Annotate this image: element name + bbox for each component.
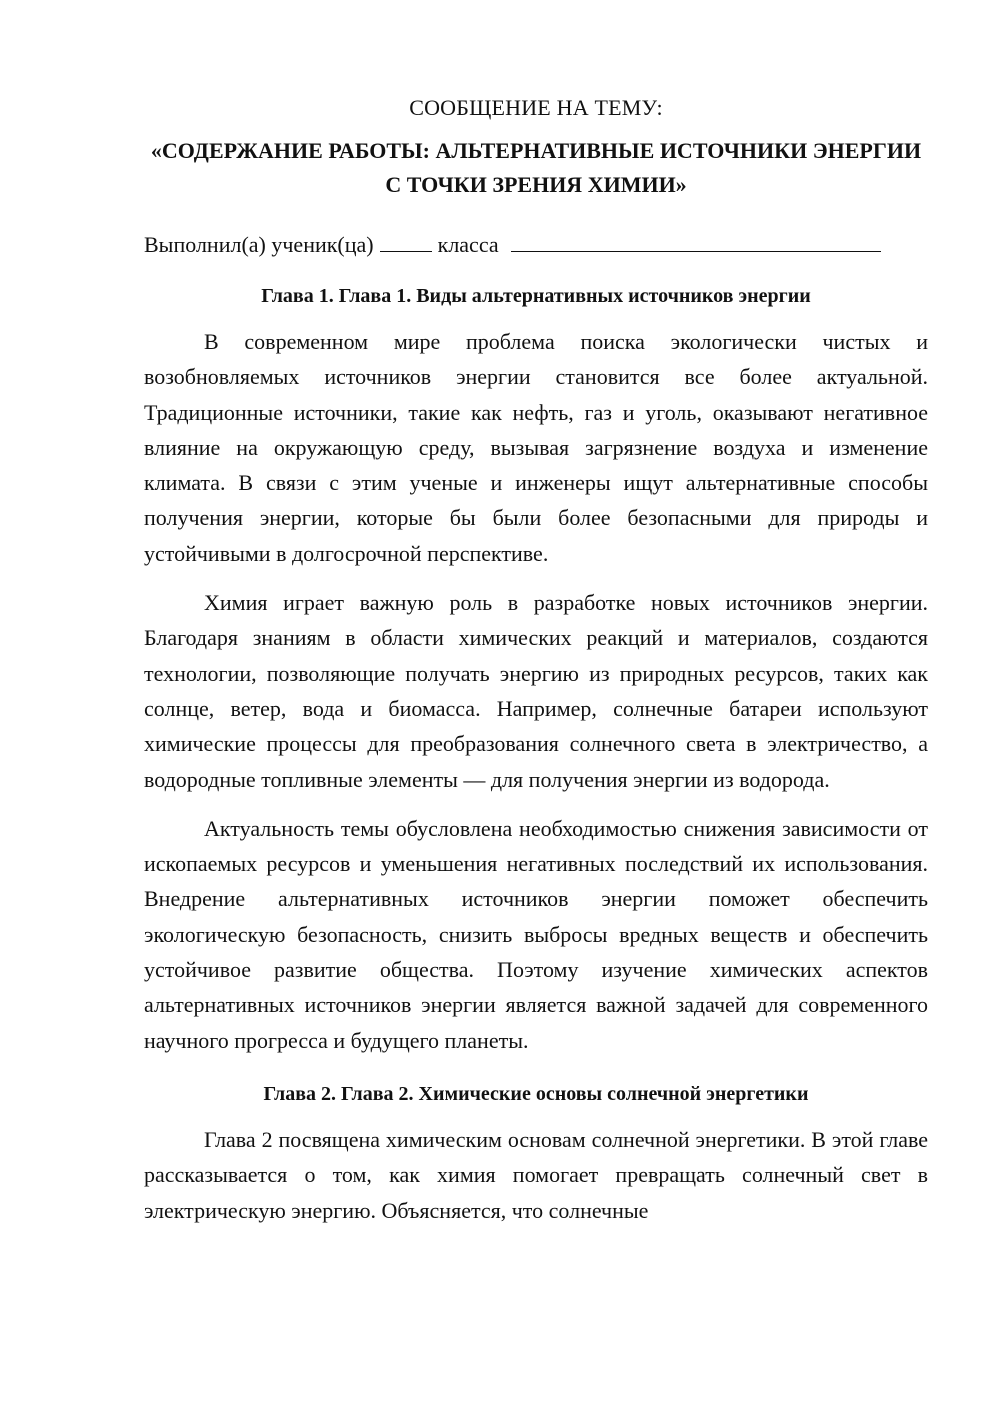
paragraph: Химия играет важную роль в разработке новых источников энергии. Благодаря знаниям в области химических реакций и материалов, создаются технологии, позволяющие получать энергию из природных ресурсов, таких как солнце, ветер, вода и биомасса. Например, солнечные батареи используют химические процессы для преобразования солнечного света в электричество, а водородные топливные элементы — для получения энергии из водорода. [144,590,928,792]
class-label: класса [437,232,499,257]
chapter-heading: Глава 2. Глава 2. Химические основы солнечной энергетики [263,1082,809,1105]
name-blank [511,231,881,252]
chapter-1 [144,282,928,1058]
author-line [144,230,928,260]
document-page [144,92,928,1242]
grade-blank [380,231,432,252]
author-prefix: Выполнил(а) ученик(ца) [144,232,374,257]
paragraph: Глава 2 посвящена химическим основам солнечной энергетики. В этой главе рассказывается о том, как химия помогает превращать солнечный свет в электрическую энергию. Объясняется, что солнечные [144,1126,928,1223]
document-title: «СОДЕРЖАНИЕ РАБОТЫ: АЛЬТЕРНАТИВНЫЕ ИСТОЧНИКИ ЭНЕРГИИ С ТОЧКИ ЗРЕНИЯ ХИМИИ» [150,138,922,197]
chapter-heading: Глава 1. Глава 1. Виды альтернативных источников энергии [261,285,811,307]
paragraph: Актуальность темы обусловлена необходимостью снижения зависимости от ископаемых ресурсов и уменьшения негативных последствий их использования. Внедрение альтернативных источников энергии поможет обеспечить экологическую безопасность, снизить выбросы вредных веществ и обеспечить устойчивое развитие общества. Поэтому изучение химических аспектов альтернативных источников энергии является важной задачей для современного научного прогресса и будущего планеты. [144,815,928,1053]
document-kicker: СООБЩЕНИЕ НА ТЕМУ: [409,95,663,120]
chapter-2 [144,1080,928,1228]
paragraph: В современном мире проблема поиска экологически чистых и возобновляемых источников энергии становится все более актуальной. Традиционные источники, такие как нефть, газ и уголь, оказывают негативное влияние на окружающую среду, вызывая загрязнение воздуха и изменение климата. В связи с этим ученые и инженеры ищут альтернативные способы получения энергии, которые бы были более безопасными для природы и устойчивыми в долгосрочной перспективе. [144,329,928,566]
